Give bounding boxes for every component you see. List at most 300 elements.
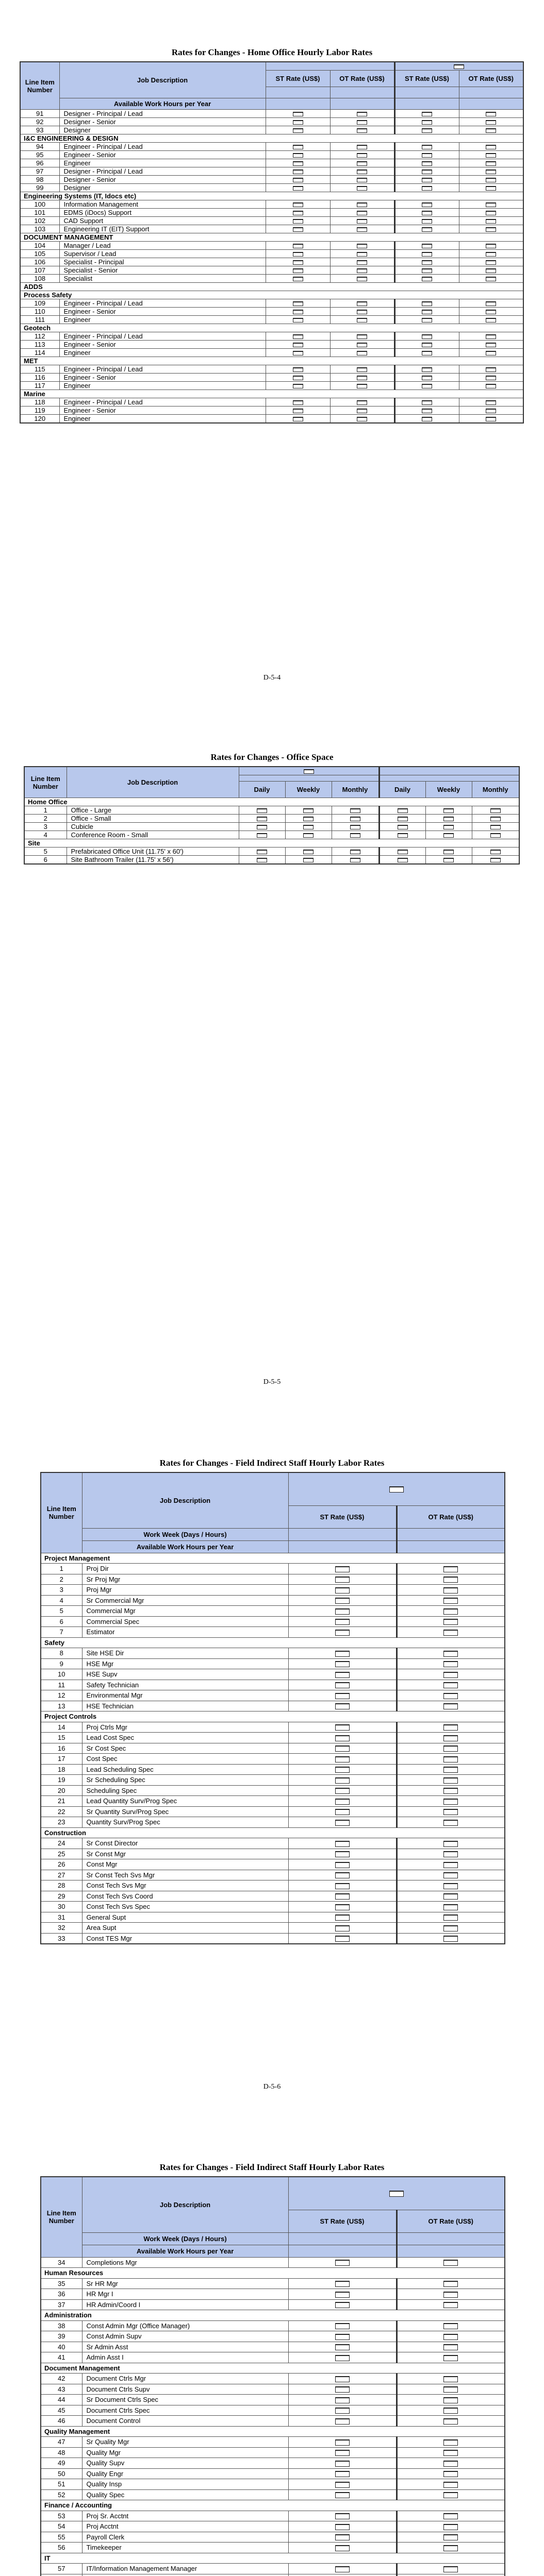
rate-input-field[interactable] (303, 825, 314, 829)
rate-input-field[interactable] (335, 2386, 350, 2393)
rate-input-field[interactable] (422, 417, 432, 421)
rate-input-field[interactable] (335, 1872, 350, 1878)
rate-input-field[interactable] (335, 1756, 350, 1762)
rate-input-field[interactable] (443, 1914, 458, 1921)
job-description: Proj Mgr (82, 1585, 288, 1596)
rate-input-field[interactable] (398, 808, 408, 813)
rate-input-field[interactable] (335, 1809, 350, 1815)
rate-input-field[interactable] (335, 2461, 350, 2467)
rate-input-field[interactable] (486, 112, 496, 116)
rate-input-field[interactable] (443, 1936, 458, 1942)
rate-input-field[interactable] (303, 858, 314, 862)
rate-input-field[interactable] (335, 1851, 350, 1857)
line-item-number: 33 (41, 1933, 82, 1944)
rate-input-field[interactable] (486, 343, 496, 347)
rate-input-field[interactable] (443, 1651, 458, 1657)
rate-cell (397, 1669, 505, 1680)
rate-input-field[interactable] (422, 301, 432, 306)
rate-input-field[interactable] (443, 1672, 458, 1678)
rate-input-field[interactable] (303, 850, 314, 854)
rate-input-field[interactable] (357, 219, 367, 224)
rate-input-field[interactable] (357, 153, 367, 158)
rate-input-field[interactable] (443, 1799, 458, 1805)
rate-input-field[interactable] (335, 1914, 350, 1921)
rate-input-field[interactable] (443, 2471, 458, 2477)
rate-input-field[interactable] (293, 227, 303, 232)
rate-input-field[interactable] (443, 2397, 458, 2403)
rate-input-field[interactable] (443, 1735, 458, 1741)
rate-input-field[interactable] (257, 808, 267, 813)
rate-input-field[interactable] (293, 112, 303, 116)
rate-input-field[interactable] (443, 2461, 458, 2467)
rate-input-field[interactable] (293, 244, 303, 248)
rate-input-field[interactable] (443, 1777, 458, 1784)
rate-input-field[interactable] (486, 153, 496, 158)
rate-input-field[interactable] (443, 1608, 458, 1615)
rate-input-field[interactable] (486, 227, 496, 232)
rate-group-1 (239, 767, 379, 775)
table-row (20, 242, 523, 250)
rate-group-field[interactable] (389, 1486, 404, 1493)
rate-cell (394, 374, 459, 382)
rate-input-field[interactable] (335, 2492, 350, 2498)
rate-input-field[interactable] (293, 376, 303, 380)
rate-input-field[interactable] (398, 850, 408, 854)
rate-cell (397, 2331, 505, 2342)
rate-input-field[interactable] (293, 343, 303, 347)
rate-input-field[interactable] (357, 343, 367, 347)
rate-input-field[interactable] (443, 1682, 458, 1688)
rate-input-field[interactable] (335, 1682, 350, 1688)
rate-input-field[interactable] (293, 277, 303, 281)
rate-input-field[interactable] (443, 1820, 458, 1826)
rate-input-field[interactable] (443, 1587, 458, 1594)
rate-input-field[interactable] (443, 1630, 458, 1636)
rate-input-field[interactable] (335, 1735, 350, 1741)
rate-input-field[interactable] (486, 252, 496, 257)
rate-input-field[interactable] (335, 1630, 350, 1636)
rate-input-field[interactable] (293, 268, 303, 273)
rate-input-field[interactable] (486, 318, 496, 323)
st-rate-header: ST Rate (US$) (288, 2210, 397, 2232)
rate-cell (288, 1648, 397, 1659)
rate-input-field[interactable] (335, 1841, 350, 1847)
rate-input-field[interactable] (335, 2355, 350, 2361)
rate-input-field[interactable] (422, 219, 432, 224)
rate-input-field[interactable] (486, 417, 496, 421)
rate-input-field[interactable] (335, 2524, 350, 2530)
line-item-number: 35 (41, 2278, 82, 2289)
rate-cell (394, 110, 459, 118)
rate-input-field[interactable] (335, 2281, 350, 2287)
rate-input-field[interactable] (335, 2292, 350, 2298)
rate-input-field[interactable] (335, 2344, 350, 2350)
rate-input-field[interactable] (335, 2545, 350, 2551)
rate-input-field[interactable] (357, 376, 367, 380)
rate-input-field[interactable] (293, 334, 303, 339)
rate-input-field[interactable] (443, 1809, 458, 1815)
rate-input-field[interactable] (486, 351, 496, 355)
rate-input-field[interactable] (335, 1767, 350, 1773)
rate-input-field[interactable] (357, 367, 367, 372)
rate-input-field[interactable] (443, 1703, 458, 1709)
rate-input-field[interactable] (486, 170, 496, 174)
rate-input-field[interactable] (350, 850, 360, 854)
rate-input-field[interactable] (443, 2545, 458, 2551)
rate-input-field[interactable] (443, 1883, 458, 1889)
rate-input-field[interactable] (357, 211, 367, 215)
rate-input-field[interactable] (490, 808, 501, 813)
rate-input-field[interactable] (335, 2302, 350, 2308)
rate-input-field[interactable] (335, 1587, 350, 1594)
rate-input-field[interactable] (293, 219, 303, 224)
rate-input-field[interactable] (443, 1661, 458, 1667)
rate-input-field[interactable] (357, 128, 367, 133)
rate-input-field[interactable] (422, 376, 432, 380)
rate-input-field[interactable] (486, 145, 496, 149)
rate-input-field[interactable] (490, 817, 501, 821)
rate-input-field[interactable] (335, 2260, 350, 2266)
rate-input-field[interactable] (486, 219, 496, 224)
rate-input-field[interactable] (422, 145, 432, 149)
rate-input-field[interactable] (335, 2566, 350, 2572)
rate-input-field[interactable] (443, 833, 454, 838)
rate-input-field[interactable] (335, 1608, 350, 1615)
rate-input-field[interactable] (443, 2492, 458, 2498)
rate-input-field[interactable] (293, 417, 303, 421)
rate-input-field[interactable] (486, 202, 496, 207)
rate-input-field[interactable] (443, 850, 454, 854)
rate-input-field[interactable] (443, 1788, 458, 1794)
rate-input-field[interactable] (486, 334, 496, 339)
rate-input-field[interactable] (486, 186, 496, 191)
rate-input-field[interactable] (335, 1651, 350, 1657)
rate-input-field[interactable] (443, 1566, 458, 1572)
rate-input-field[interactable] (293, 409, 303, 413)
rate-input-field[interactable] (257, 850, 267, 854)
rate-input-field[interactable] (443, 1767, 458, 1773)
table-row (20, 151, 523, 159)
rate-input-field[interactable] (335, 1799, 350, 1805)
rate-input-field[interactable] (357, 178, 367, 182)
rate-input-field[interactable] (357, 260, 367, 265)
table-row (41, 1658, 505, 1669)
rate-input-field[interactable] (335, 1745, 350, 1752)
rate-input-field[interactable] (443, 1925, 458, 1931)
rate-input-field[interactable] (422, 211, 432, 215)
rate-input-field[interactable] (422, 277, 432, 281)
rate-input-field[interactable] (335, 1693, 350, 1699)
rate-input-field[interactable] (357, 120, 367, 125)
rate-input-field[interactable] (293, 128, 303, 133)
rate-input-field[interactable] (293, 145, 303, 149)
rate-input-field[interactable] (422, 244, 432, 248)
rate-input-field[interactable] (357, 310, 367, 314)
rate-input-field[interactable] (335, 2323, 350, 2329)
line-item-number: 30 (41, 1902, 82, 1912)
rate-input-field[interactable] (486, 277, 496, 281)
rate-input-field[interactable] (486, 268, 496, 273)
rate-input-field[interactable] (335, 1577, 350, 1583)
rate-cell (397, 1680, 505, 1690)
rate-input-field[interactable] (443, 2355, 458, 2361)
rate-input-field[interactable] (443, 2386, 458, 2393)
rate-input-field[interactable] (357, 202, 367, 207)
rate-input-field[interactable] (486, 128, 496, 133)
rate-input-field[interactable] (335, 1820, 350, 1826)
rate-input-field[interactable] (357, 351, 367, 355)
rate-input-field[interactable] (422, 161, 432, 166)
rate-input-field[interactable] (486, 400, 496, 405)
rate-input-field[interactable] (335, 2334, 350, 2340)
rate-input-field[interactable] (335, 1925, 350, 1931)
rate-input-field[interactable] (357, 409, 367, 413)
rate-input-field[interactable] (335, 1724, 350, 1731)
rate-input-field[interactable] (293, 178, 303, 182)
rate-input-field[interactable] (335, 1788, 350, 1794)
rate-input-field[interactable] (357, 277, 367, 281)
rate-input-field[interactable] (486, 301, 496, 306)
rate-input-field[interactable] (398, 858, 408, 862)
rate-input-field[interactable] (293, 161, 303, 166)
rate-input-field[interactable] (443, 2292, 458, 2298)
rate-input-field[interactable] (443, 2334, 458, 2340)
rate-input-field[interactable] (443, 2566, 458, 2572)
rate-input-field[interactable] (443, 817, 454, 821)
rate-input-field[interactable] (486, 178, 496, 182)
rate-input-field[interactable] (257, 833, 267, 838)
rate-input-field[interactable] (422, 409, 432, 413)
rate-input-field[interactable] (293, 120, 303, 125)
rate-input-field[interactable] (443, 1619, 458, 1625)
rate-input-field[interactable] (257, 817, 267, 821)
rate-input-field[interactable] (486, 161, 496, 166)
rate-input-field[interactable] (443, 2439, 458, 2446)
rate-input-field[interactable] (486, 244, 496, 248)
rate-input-field[interactable] (443, 1745, 458, 1752)
rate-input-field[interactable] (490, 858, 501, 862)
rate-input-field[interactable] (357, 161, 367, 166)
rate-input-field[interactable] (335, 1862, 350, 1868)
rate-input-field[interactable] (357, 112, 367, 116)
rate-input-field[interactable] (335, 1619, 350, 1625)
rate-input-field[interactable] (357, 244, 367, 248)
rate-input-field[interactable] (443, 1598, 458, 1604)
rate-input-field[interactable] (398, 825, 408, 829)
rate-input-field[interactable] (357, 334, 367, 339)
rate-input-field[interactable] (357, 400, 367, 405)
rate-input-field[interactable] (335, 1672, 350, 1678)
rate-input-field[interactable] (443, 1851, 458, 1857)
rate-input-field[interactable] (490, 833, 501, 838)
rate-input-field[interactable] (422, 252, 432, 257)
rate-input-field[interactable] (422, 186, 432, 191)
rate-input-field[interactable] (335, 1893, 350, 1900)
rate-input-field[interactable] (443, 1756, 458, 1762)
rate-input-field[interactable] (443, 2376, 458, 2382)
rate-input-field[interactable] (303, 833, 314, 838)
rate-input-field[interactable] (335, 2482, 350, 2488)
rate-input-field[interactable] (357, 186, 367, 191)
rate-input-field[interactable] (350, 825, 360, 829)
rate-input-field[interactable] (486, 260, 496, 265)
rate-input-field[interactable] (303, 817, 314, 821)
rate-input-field[interactable] (293, 310, 303, 314)
rate-input-field[interactable] (398, 833, 408, 838)
rate-group-1-field[interactable] (304, 769, 314, 774)
rate-input-field[interactable] (357, 417, 367, 421)
job-description: Engineer - Principal / Lead (59, 332, 266, 341)
rate-input-field[interactable] (357, 318, 367, 323)
rate-input-field[interactable] (335, 1883, 350, 1889)
rate-cell (288, 1669, 397, 1680)
rate-input-field[interactable] (422, 334, 432, 339)
rate-cell (425, 823, 472, 831)
rate-input-field[interactable] (335, 1661, 350, 1667)
rate-input-field[interactable] (257, 858, 267, 862)
rate-input-field[interactable] (293, 153, 303, 158)
rate-input-field[interactable] (335, 2534, 350, 2540)
rate-input-field[interactable] (293, 252, 303, 257)
rate-input-field[interactable] (486, 409, 496, 413)
rate-input-field[interactable] (443, 2482, 458, 2488)
rate-input-field[interactable] (293, 351, 303, 355)
rate-input-field[interactable] (257, 825, 267, 829)
rate-input-field[interactable] (443, 2524, 458, 2530)
rate-input-field[interactable] (335, 1904, 350, 1910)
rate-input-field[interactable] (293, 186, 303, 191)
rate-input-field[interactable] (293, 367, 303, 372)
rate-input-field[interactable] (443, 2281, 458, 2287)
rate-input-field[interactable] (422, 318, 432, 323)
rate-input-field[interactable] (293, 170, 303, 174)
rate-input-field[interactable] (422, 153, 432, 158)
rate-input-field[interactable] (357, 252, 367, 257)
rate-input-field[interactable] (335, 1598, 350, 1604)
rate-input-field[interactable] (335, 2471, 350, 2477)
rate-input-field[interactable] (293, 400, 303, 405)
line-item-number: 29 (41, 1891, 82, 1902)
rate-cell (394, 316, 459, 324)
line-item-header: Line Item Number (41, 2177, 82, 2257)
rate-input-field[interactable] (422, 310, 432, 314)
rate-input-field[interactable] (293, 318, 303, 323)
rate-input-field[interactable] (443, 1841, 458, 1847)
rate-input-field[interactable] (443, 2408, 458, 2414)
rate-input-field[interactable] (443, 2344, 458, 2350)
rate-input-field[interactable] (350, 833, 360, 838)
rate-input-field[interactable] (422, 178, 432, 182)
rate-input-field[interactable] (486, 211, 496, 215)
rate-input-field[interactable] (443, 2260, 458, 2266)
rate-input-field[interactable] (443, 1893, 458, 1900)
rate-cell (394, 151, 459, 159)
rate-input-field[interactable] (357, 170, 367, 174)
rate-input-field[interactable] (486, 120, 496, 125)
rate-cell (425, 831, 472, 839)
rate-input-field[interactable] (335, 2408, 350, 2414)
rate-input-field[interactable] (350, 808, 360, 813)
rate-input-field[interactable] (335, 2397, 350, 2403)
rate-input-field[interactable] (335, 1566, 350, 1572)
rate-input-field[interactable] (357, 268, 367, 273)
rate-input-field[interactable] (443, 2450, 458, 2456)
rate-input-field[interactable] (443, 1862, 458, 1868)
rate-group-field[interactable] (389, 2191, 404, 2197)
rate-input-field[interactable] (443, 808, 454, 813)
rate-input-field[interactable] (293, 202, 303, 207)
rate-input-field[interactable] (443, 2534, 458, 2540)
rate-input-field[interactable] (422, 351, 432, 355)
rate-input-field[interactable] (422, 260, 432, 265)
rate-input-field[interactable] (422, 120, 432, 125)
rate-input-field[interactable] (443, 1904, 458, 1910)
rate-input-field[interactable] (303, 808, 314, 813)
rate-input-field[interactable] (443, 1693, 458, 1699)
rate-input-field[interactable] (335, 2439, 350, 2446)
work-week-cell (394, 87, 459, 98)
rate-input-field[interactable] (443, 825, 454, 829)
rate-input-field[interactable] (357, 301, 367, 306)
rate-input-field[interactable] (443, 858, 454, 862)
rate-input-field[interactable] (422, 170, 432, 174)
rate-input-field[interactable] (486, 367, 496, 372)
rate-input-field[interactable] (486, 376, 496, 380)
rate-input-field[interactable] (335, 1703, 350, 1709)
rate-input-field[interactable] (422, 268, 432, 273)
rate-group-2-field[interactable] (454, 64, 464, 69)
rate-input-field[interactable] (293, 260, 303, 265)
rate-input-field[interactable] (486, 310, 496, 314)
rate-input-field[interactable] (350, 858, 360, 862)
rate-input-field[interactable] (490, 850, 501, 854)
table-row (24, 823, 519, 831)
rate-cell (397, 1880, 505, 1891)
rate-input-field[interactable] (443, 1724, 458, 1731)
rate-input-field[interactable] (422, 128, 432, 133)
rate-input-field[interactable] (357, 384, 367, 388)
rate-input-field[interactable] (422, 343, 432, 347)
rate-input-field[interactable] (443, 2513, 458, 2519)
rate-input-field[interactable] (335, 2513, 350, 2519)
rate-input-field[interactable] (443, 1872, 458, 1878)
rate-input-field[interactable] (335, 2418, 350, 2425)
rate-input-field[interactable] (490, 825, 501, 829)
rate-input-field[interactable] (443, 2418, 458, 2425)
rate-input-field[interactable] (335, 2450, 350, 2456)
rate-input-field[interactable] (357, 145, 367, 149)
rate-input-field[interactable] (335, 2376, 350, 2382)
rate-input-field[interactable] (422, 227, 432, 232)
rate-input-field[interactable] (422, 112, 432, 116)
rate-input-field[interactable] (422, 384, 432, 388)
rate-input-field[interactable] (293, 301, 303, 306)
rate-input-field[interactable] (443, 2323, 458, 2329)
rate-input-field[interactable] (335, 1777, 350, 1784)
rate-input-field[interactable] (293, 211, 303, 215)
rate-input-field[interactable] (293, 384, 303, 388)
rate-input-field[interactable] (350, 817, 360, 821)
rate-input-field[interactable] (422, 367, 432, 372)
rate-input-field[interactable] (443, 2302, 458, 2308)
rate-input-field[interactable] (422, 202, 432, 207)
rate-input-field[interactable] (443, 1577, 458, 1583)
rate-input-field[interactable] (335, 1936, 350, 1942)
rate-input-field[interactable] (357, 227, 367, 232)
rate-input-field[interactable] (398, 817, 408, 821)
rate-input-field[interactable] (422, 400, 432, 405)
rate-input-field[interactable] (486, 384, 496, 388)
